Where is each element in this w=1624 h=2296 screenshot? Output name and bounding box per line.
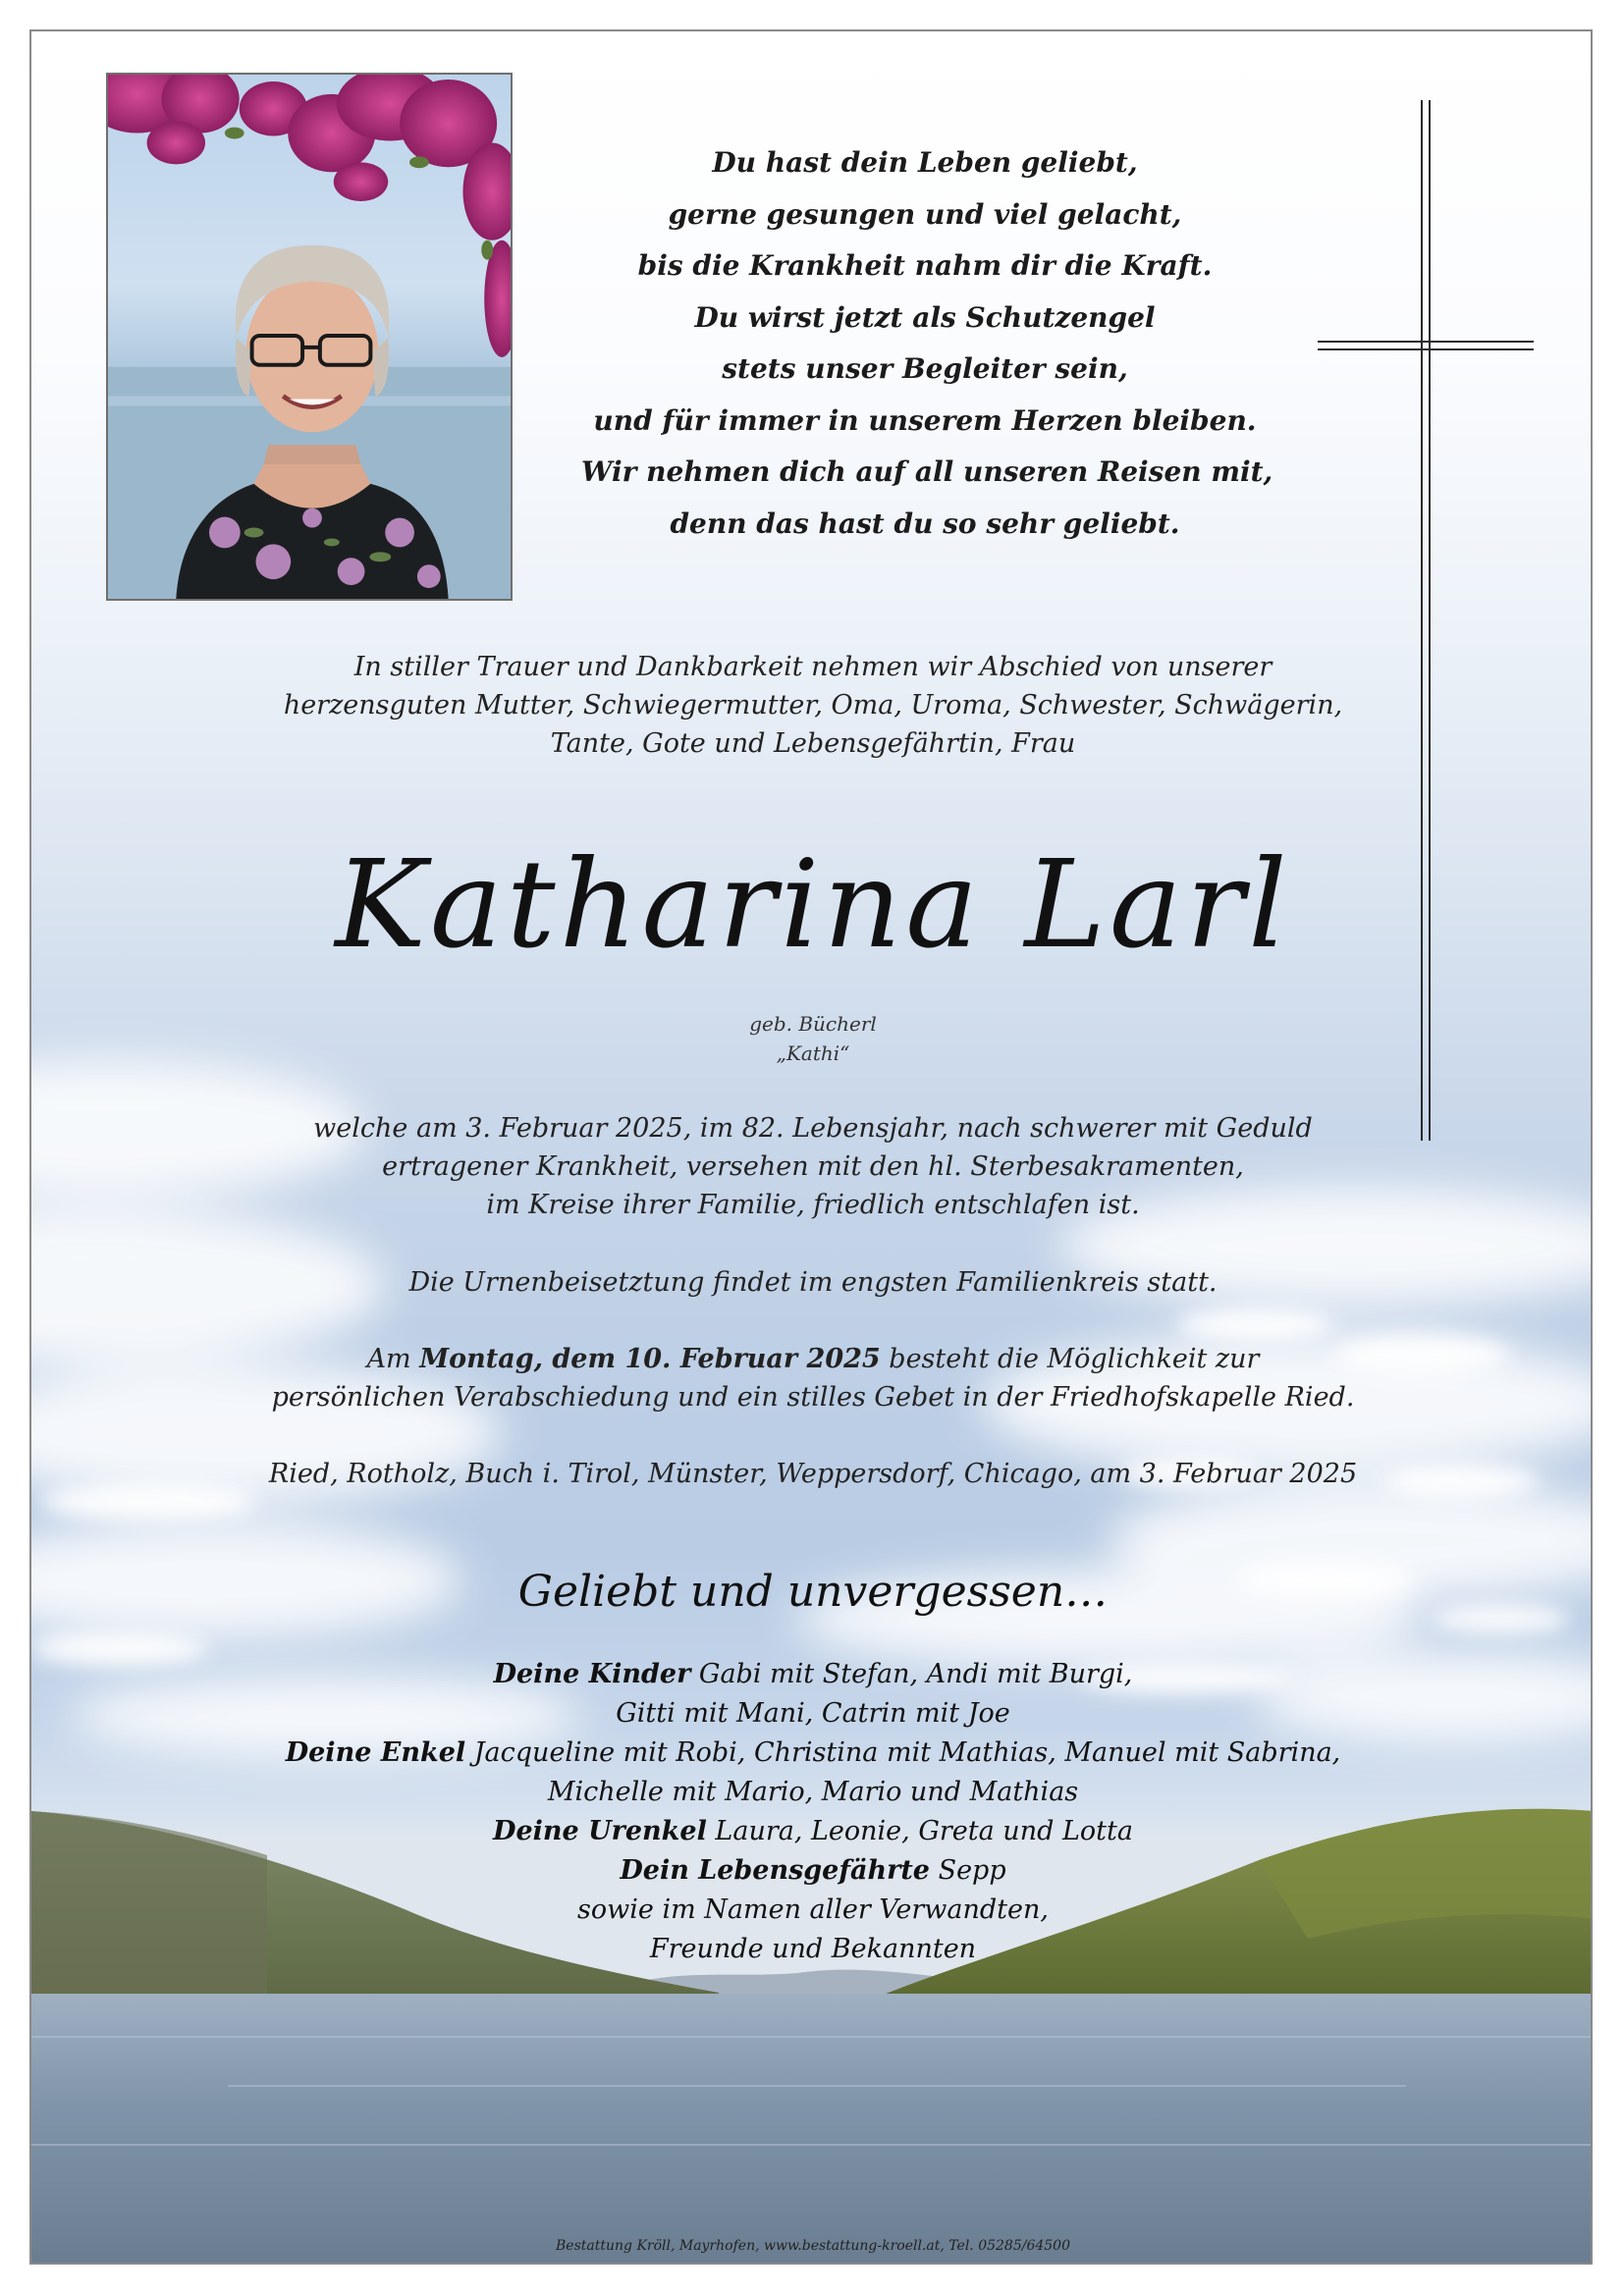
- birth-name: [31, 1009, 1593, 1068]
- maiden-name: geb. Bücherl: [749, 1012, 877, 1036]
- lake-landscape: [31, 1801, 1593, 2263]
- great-grandchildren-label: Deine Urenkel: [493, 1816, 707, 1846]
- farewell-text: [31, 1340, 1593, 1416]
- cross-icon: [1318, 100, 1534, 1141]
- passing-text: [31, 1109, 1593, 1224]
- children-line: Deine Kinder Gabi mit Stefan, Andi mit Burgi,: [493, 1659, 1133, 1689]
- farewell-line-2: persönlichen Verabschiedung und ein stilles Gebet in der Friedhofskapelle Ried.: [271, 1382, 1355, 1413]
- burial-text: Die Urnenbeisetztung findet im engsten Familienkreis statt.: [408, 1267, 1218, 1298]
- verse-line: Du hast dein Leben geliebt,: [712, 146, 1138, 179]
- verse-line: bis die Krankheit nahm dir die Kraft.: [637, 249, 1213, 282]
- verse-line: Du wirst jetzt als Schutzengel: [694, 300, 1156, 334]
- grandchildren-line-2: Michelle mit Mario, Mario und Mathias: [547, 1777, 1079, 1807]
- intro-line: In stiller Trauer und Dankbarkeit nehmen wir Abschied von unserer: [353, 652, 1272, 682]
- children-line-2: Gitti mit Mani, Catrin mit Joe: [616, 1698, 1010, 1729]
- motto: Geliebt und unvergessen…: [517, 1567, 1109, 1617]
- passing-line: ertragener Krankheit, versehen mit den hl. Sterbesakramenten,: [382, 1151, 1244, 1182]
- grandchildren-label: Deine Enkel: [285, 1737, 466, 1768]
- partner-label: Dein Lebensgefährte: [620, 1855, 930, 1886]
- portrait-photo: [106, 73, 513, 601]
- relatives-line-2: Freunde und Bekannten: [649, 1934, 977, 1964]
- places-date: Ried, Rotholz, Buch i. Tirol, Münster, Weppersdorf, Chicago, am 3. Februar 2025: [268, 1459, 1358, 1489]
- partner-line: Dein Lebensgefährte Sepp: [620, 1855, 1006, 1886]
- relatives-line: sowie im Namen aller Verwandten,: [577, 1895, 1049, 1925]
- verse-line: denn das hast du so sehr geliebt.: [670, 507, 1180, 540]
- funeral-home-footer: Bestattung Kröll, Mayrhofen, www.bestattung-kroell.at, Tel. 05285/64500: [556, 2238, 1070, 2254]
- verse-line: Wir nehmen dich auf all unseren Reisen mit,: [581, 455, 1273, 488]
- intro-line: Tante, Gote und Lebensgefährtin, Frau: [550, 728, 1076, 759]
- verse-line: stets unser Begleiter sein,: [722, 352, 1128, 385]
- farewell-date: Montag, dem 10. Februar 2025: [419, 1344, 881, 1374]
- great-grandchildren-line: Deine Urenkel Laura, Leonie, Greta und Lotta: [493, 1816, 1133, 1846]
- verse-line: gerne gesungen und viel gelacht,: [668, 197, 1182, 231]
- passing-line: welche am 3. Februar 2025, im 82. Lebensjahr, nach schwerer mit Geduld: [313, 1113, 1313, 1144]
- nickname: „Kathi“: [776, 1041, 850, 1065]
- deceased-name: Katharina Larl: [335, 834, 1291, 976]
- verse-line: und für immer in unserem Herzen bleiben.: [593, 403, 1257, 437]
- children-label: Deine Kinder: [493, 1659, 691, 1689]
- memorial-verse: [581, 137, 1273, 550]
- grandchildren-line: Deine Enkel Jacqueline mit Robi, Christina mit Mathias, Manuel mit Sabrina,: [285, 1737, 1341, 1768]
- intro-text: [31, 648, 1593, 763]
- obituary-notice: [29, 29, 1593, 2265]
- intro-line: herzensguten Mutter, Schwiegermutter, Oma, Uroma, Schwester, Schwägerin,: [283, 690, 1343, 721]
- farewell-line-1: Am Montag, dem 10. Februar 2025 besteht die Möglichkeit zur: [366, 1344, 1260, 1374]
- passing-line: im Kreise ihrer Familie, friedlich entschlafen ist.: [486, 1190, 1140, 1220]
